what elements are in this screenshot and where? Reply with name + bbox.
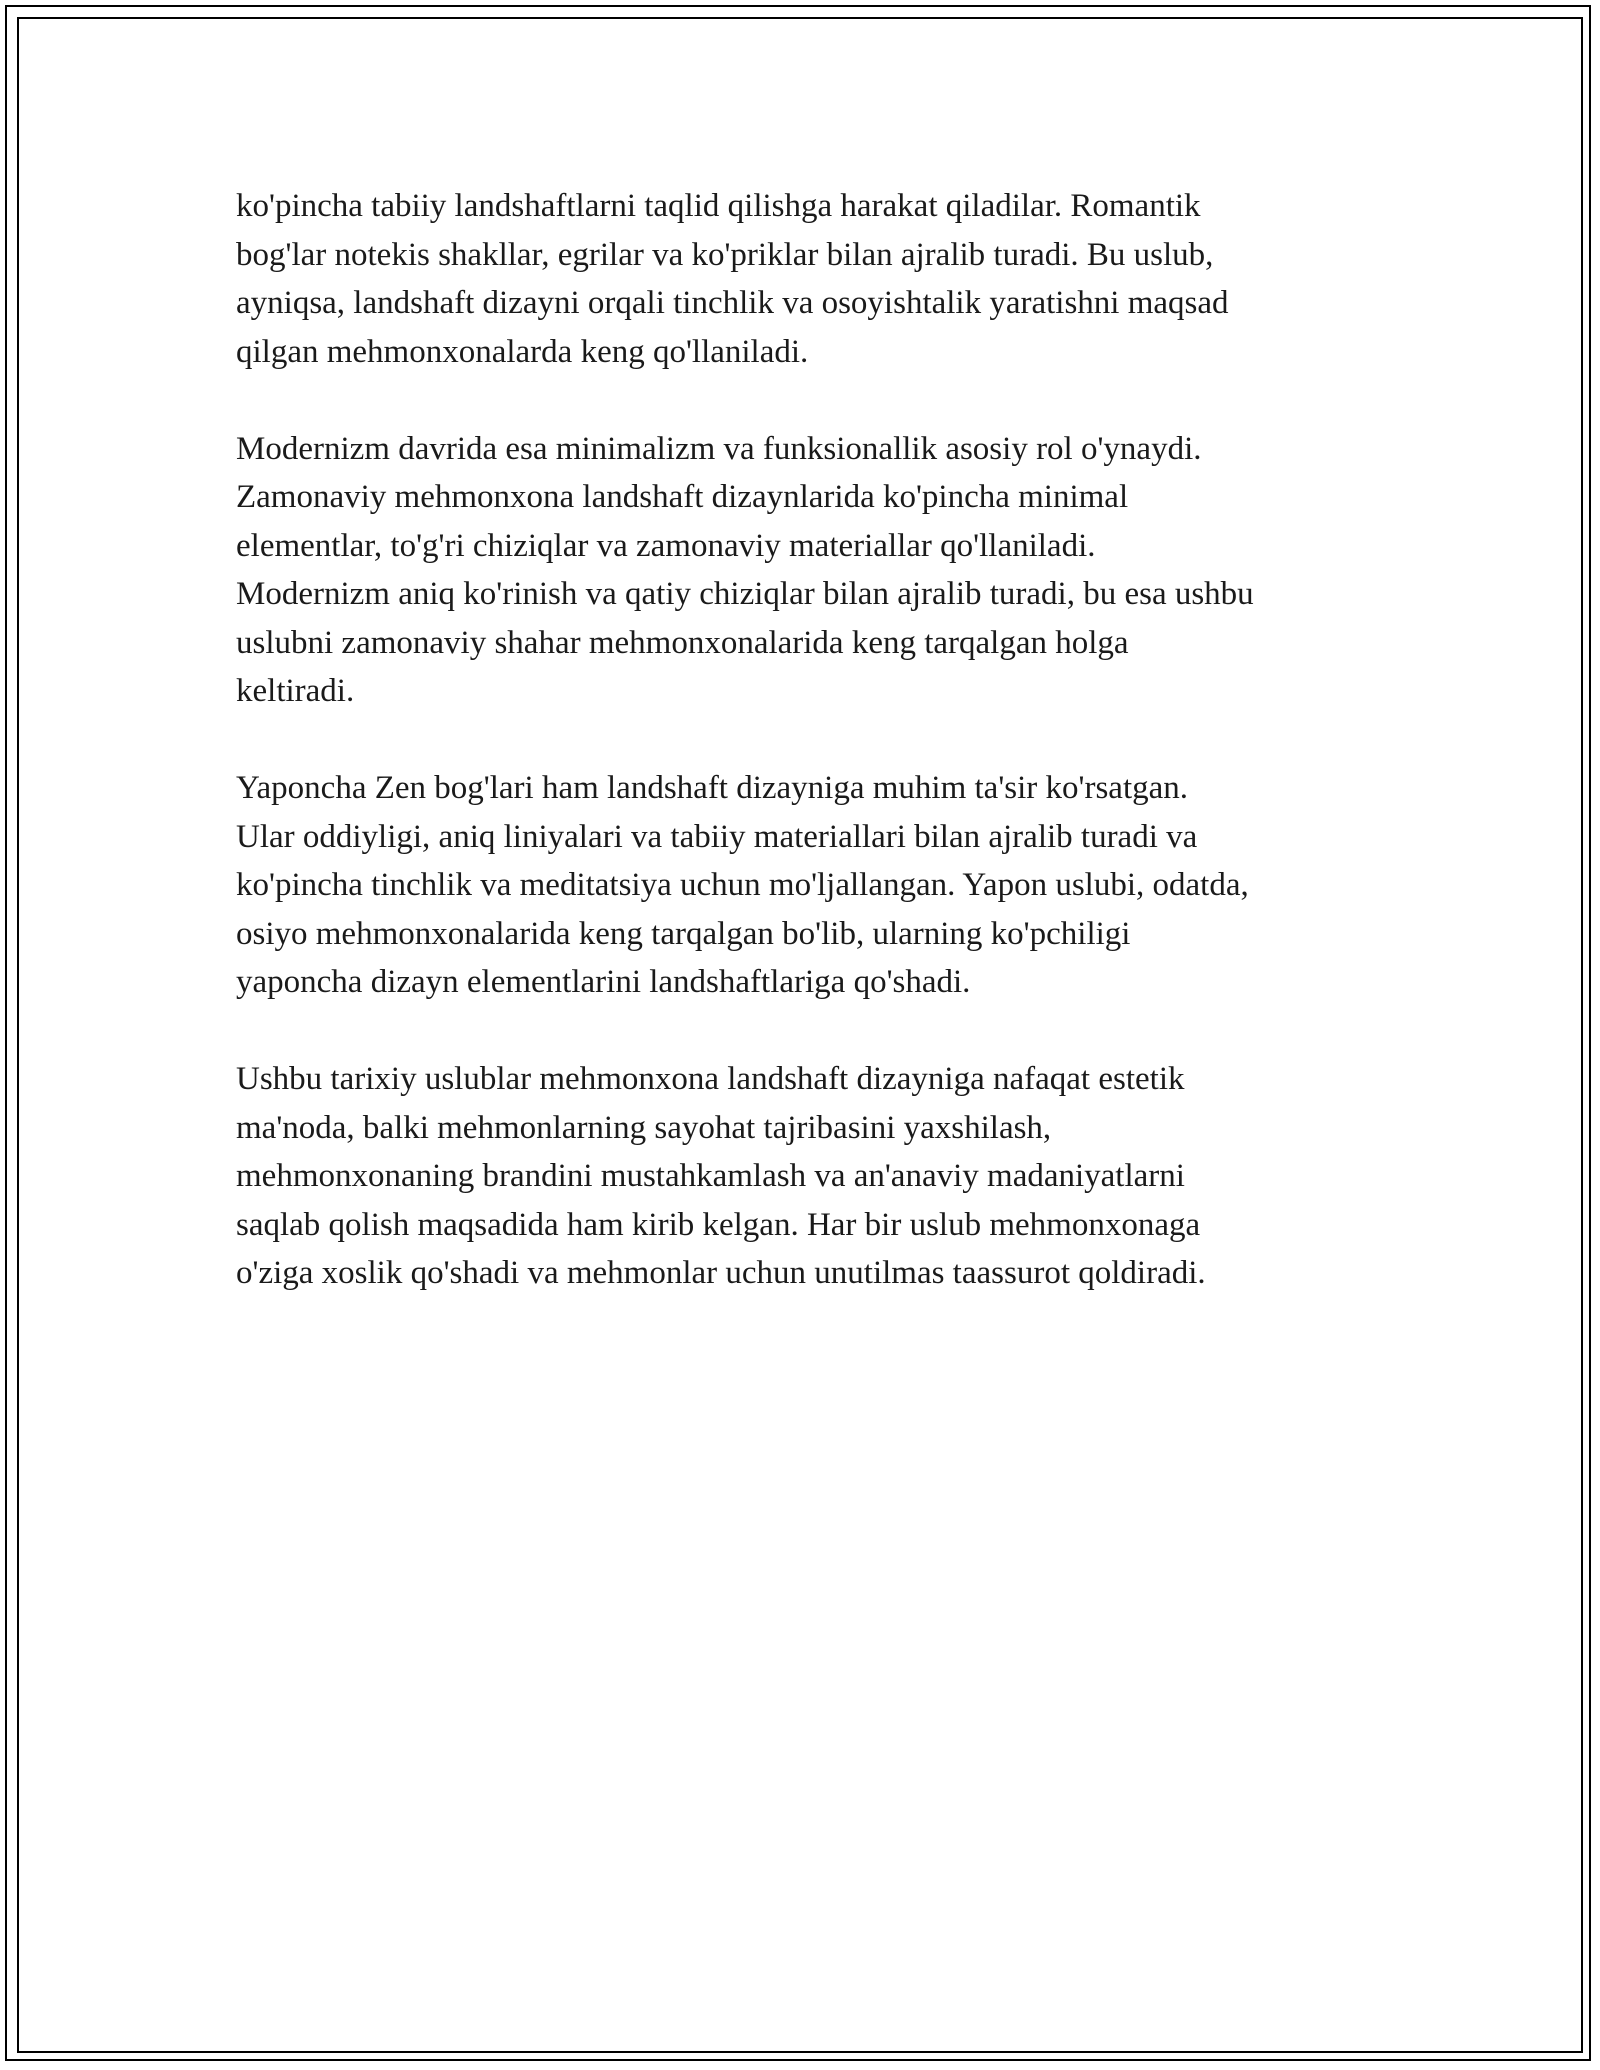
paragraph-japanese-zen: Yaponcha Zen bog'lari ham landshaft dizayniga muhim ta'sir ko'rsatgan. Ular oddiyligi, aniq liniyalari va tabiiy materiallari bilan ajralib turadi va ko'pincha tinchlik va meditatsiya uchun mo'ljallangan. Yapon uslubi, odatda, osiyo mehmonxonalarida keng tarqalgan bo'lib, ularning ko'pchiligi yaponcha dizayn elementlarini landshaftlariga qo'shadi. bbox=[236, 770, 1249, 1000]
document-body bbox=[236, 182, 1386, 1346]
paragraph-modernism: Modernizm davrida esa minimalizm va funksionallik asosiy rol o'ynaydi. Zamonaviy mehmonxona landshaft dizaynlarida ko'pincha minimal elementlar, to'g'ri chiziqlar va zamonaviy materiallar qo'llaniladi. Modernizm aniq ko'rinish va qatiy chiziqlar bilan ajralib turadi, bu esa ushbu uslubni zamonaviy shahar mehmonxonalarida keng tarqalgan holga keltiradi. bbox=[236, 430, 1254, 709]
paragraph-conclusion: Ushbu tarixiy uslublar mehmonxona landshaft dizayniga nafaqat estetik ma'noda, balki mehmonlarning sayohat tajribasini yaxshilash, mehmonxonaning brandini mustahkamlash va an'anaviy madaniyatlarni saqlab qolish maqsadida ham kirib kelgan. Har bir uslub mehmonxonaga o'ziga xoslik qo'shadi va mehmonlar uchun unutilmas taassurot qoldiradi. bbox=[236, 1061, 1206, 1291]
paragraph-romantic-gardens: ko'pincha tabiiy landshaftlarni taqlid qilishga harakat qiladilar. Romantik bog'lar notekis shakllar, egrilar va ko'priklar bilan ajralib turadi. Bu uslub, ayniqsa, landshaft dizayni orqali tinchlik va osoyishtalik yaratishni maqsad qilgan mehmonxonalarda keng qo'llaniladi. bbox=[236, 188, 1229, 370]
